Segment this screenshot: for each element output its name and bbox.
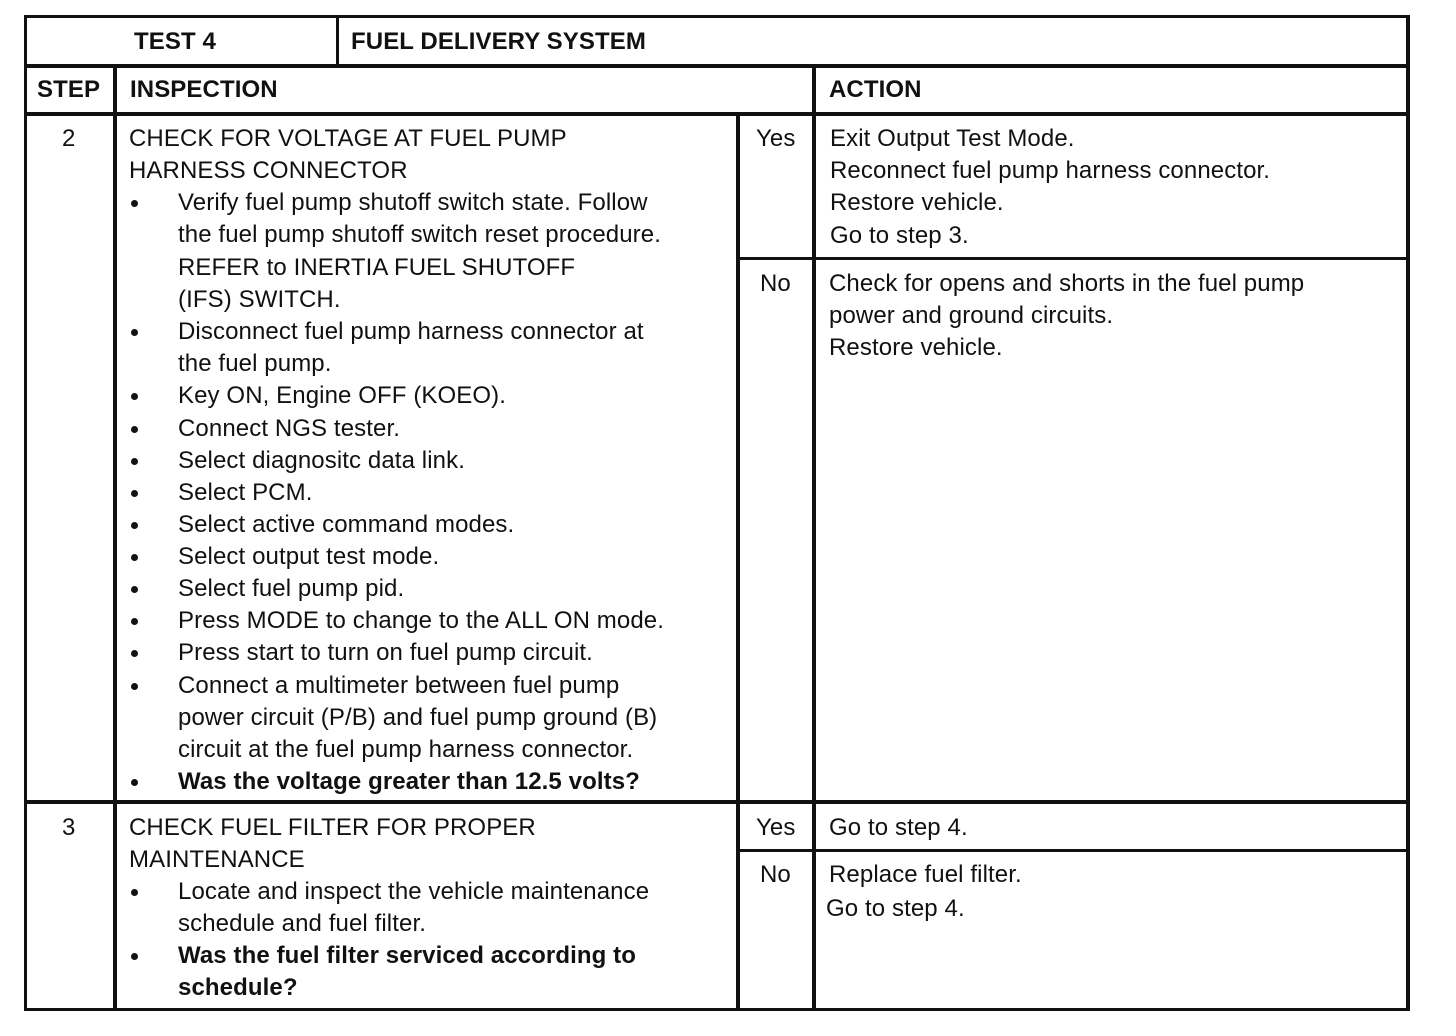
inspection-item-line: Select active command modes. [178, 511, 515, 538]
action-column-divider [812, 66, 816, 1010]
inspection-item-line: power circuit (P/B) and fuel pump ground (B) [178, 704, 658, 731]
frame-right-border [1406, 15, 1410, 1011]
action-line: power and ground circuits. [829, 302, 1114, 329]
frame-bottom-border [24, 1008, 1410, 1011]
step-heading-line: MAINTENANCE [129, 846, 305, 873]
inspection-item-line: the fuel pump shutoff switch reset procedure. [178, 221, 661, 248]
inspection-item-line: (IFS) SWITCH. [178, 286, 341, 313]
step-number: 2 [62, 125, 76, 152]
action-line: Check for opens and shorts in the fuel pump [829, 270, 1305, 297]
action-line: Go to step 4. [826, 895, 965, 922]
bullet-icon [131, 490, 138, 497]
bullet-icon [131, 586, 138, 593]
inspection-item-line: Connect a multimeter between fuel pump [178, 672, 620, 699]
answer-column-divider [736, 114, 740, 1010]
step-heading-line: HARNESS CONNECTOR [129, 157, 408, 184]
step-heading-line: CHECK FOR VOLTAGE AT FUEL PUMP [129, 125, 567, 152]
system-label: FUEL DELIVERY SYSTEM [351, 28, 646, 55]
step-column-header: STEP [37, 76, 101, 103]
step-number: 3 [62, 814, 76, 841]
bullet-icon [131, 200, 138, 207]
bullet-icon [131, 329, 138, 336]
answer-yes-label: Yes [756, 125, 796, 152]
answer-no-label: No [760, 861, 791, 888]
action-line: Reconnect fuel pump harness connector. [830, 157, 1271, 184]
bullet-icon [131, 650, 138, 657]
step-row-divider [24, 800, 1410, 804]
bullet-icon [131, 393, 138, 400]
action-line: Restore vehicle. [830, 189, 1004, 216]
bullet-icon [131, 618, 138, 625]
inspection-item-line: Disconnect fuel pump harness connector at [178, 318, 644, 345]
bullet-icon [131, 953, 138, 960]
header-row-divider [24, 112, 1410, 116]
frame-top-border [24, 15, 1410, 18]
inspection-item-line: REFER to INERTIA FUEL SHUTOFF [178, 254, 576, 281]
inspection-item-line: Select diagnositc data link. [178, 447, 465, 474]
inspection-item-line: Verify fuel pump shutoff switch state. Follow [178, 189, 648, 216]
bullet-icon [131, 779, 138, 786]
inspection-item-line: Select PCM. [178, 479, 313, 506]
action-column-header: ACTION [829, 76, 922, 103]
answer-no-label: No [760, 270, 791, 297]
action-line: Restore vehicle. [829, 334, 1003, 361]
step-column-divider [113, 66, 117, 1010]
title-column-divider [336, 15, 339, 66]
action-line: Go to step 4. [829, 814, 968, 841]
inspection-item-line: the fuel pump. [178, 350, 332, 377]
inspection-question: Was the fuel filter serviced according to [178, 942, 636, 969]
inspection-item-line: circuit at the fuel pump harness connector. [178, 736, 634, 763]
inspection-item-line: Connect NGS tester. [178, 415, 401, 442]
inspection-column-header: INSPECTION [130, 76, 278, 103]
bullet-icon [131, 522, 138, 529]
action-line: Replace fuel filter. [829, 861, 1022, 888]
test-label: TEST 4 [134, 28, 216, 55]
inspection-item-line: Key ON, Engine OFF (KOEO). [178, 382, 507, 409]
step3-answer-divider [736, 849, 1410, 852]
action-line: Exit Output Test Mode. [830, 125, 1075, 152]
inspection-item-line: Press MODE to change to the ALL ON mode. [178, 607, 665, 634]
action-line: Go to step 3. [830, 222, 969, 249]
inspection-item-line: Press start to turn on fuel pump circuit. [178, 639, 593, 666]
answer-yes-label: Yes [756, 814, 796, 841]
inspection-item-line: Locate and inspect the vehicle maintenance [178, 878, 650, 905]
step2-answer-divider [736, 257, 1410, 260]
inspection-item-line: schedule and fuel filter. [178, 910, 426, 937]
frame-left-border [24, 15, 27, 1011]
inspection-item-line: Select fuel pump pid. [178, 575, 405, 602]
step-heading-line: CHECK FUEL FILTER FOR PROPER [129, 814, 536, 841]
bullet-icon [131, 426, 138, 433]
title-row-divider [24, 64, 1410, 68]
inspection-question: schedule? [178, 974, 298, 1001]
bullet-icon [131, 458, 138, 465]
bullet-icon [131, 683, 138, 690]
bullet-icon [131, 554, 138, 561]
inspection-item-line: Select output test mode. [178, 543, 440, 570]
bullet-icon [131, 889, 138, 896]
inspection-question: Was the voltage greater than 12.5 volts? [178, 768, 640, 795]
